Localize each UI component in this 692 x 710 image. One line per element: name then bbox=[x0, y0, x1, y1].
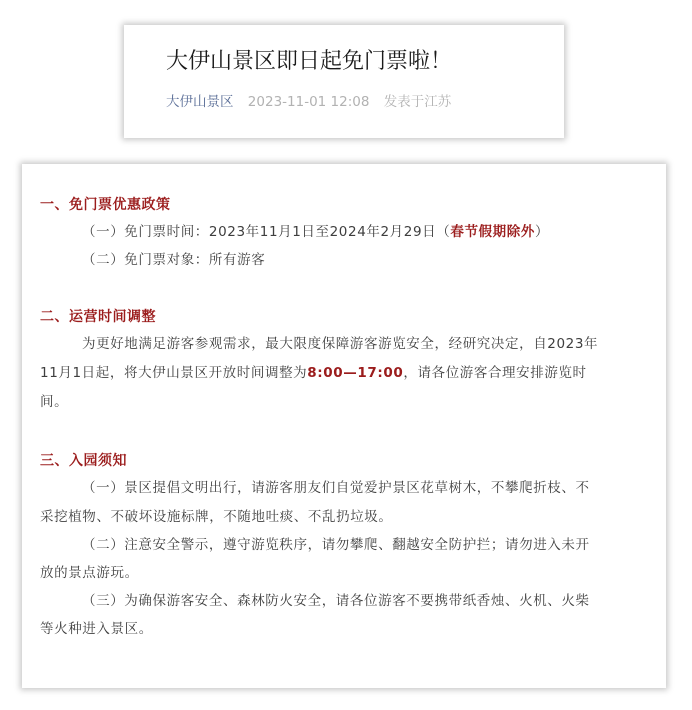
opening-hours-highlight: 8:00—17:00 bbox=[307, 365, 404, 381]
section-title-policy: 一、免门票优惠政策 bbox=[40, 197, 171, 213]
hours-line-3: 间。 bbox=[40, 394, 69, 410]
policy-time-close: ） bbox=[534, 224, 550, 240]
policy-time-text: （一）免门票时间：2023年11月1日至2024年2月29日（ bbox=[82, 224, 451, 240]
rules-item-2-line-1: （二）注意安全警示，遵守游览秩序，请勿攀爬、翻越安全防护拦；请勿进入未开 bbox=[82, 537, 590, 553]
account-name-link[interactable]: 大伊山景区 bbox=[166, 94, 234, 110]
publish-location: 发表于江苏 bbox=[383, 94, 452, 110]
section-title-hours: 二、运营时间调整 bbox=[40, 309, 156, 325]
rules-item-1-line-1: （一）景区提倡文明出行，请游客朋友们自觉爱护景区花草树木，不攀爬折枝、不 bbox=[82, 480, 590, 496]
policy-item-audience: （二）免门票对象：所有游客 bbox=[82, 252, 266, 268]
article-header-card bbox=[124, 25, 564, 138]
article-meta bbox=[166, 93, 564, 111]
rules-item-1-line-2: 采挖植物、不破坏设施标牌，不随地吐痰、不乱扔垃圾。 bbox=[40, 509, 393, 525]
hours-line-2 bbox=[40, 363, 652, 383]
section-title-rules: 三、入园须知 bbox=[40, 453, 127, 469]
hours-line-1: 为更好地满足游客参观需求，最大限度保障游客游览安全，经研究决定，自2023年 bbox=[82, 336, 599, 352]
article-body-card bbox=[22, 164, 666, 688]
rules-item-2-line-2: 放的景点游玩。 bbox=[40, 565, 139, 581]
policy-item-time bbox=[82, 222, 652, 242]
rules-item-3-line-1: （三）为确保游客安全、森林防火安全，请各位游客不要携带纸香烛、火机、火柴 bbox=[82, 593, 590, 609]
publish-date: 2023-11-01 12:08 bbox=[247, 94, 370, 110]
hours-text-tail: ，请各位游客合理安排游览时 bbox=[403, 365, 587, 381]
hours-text: 11月1日起，将大伊山景区开放时间调整为 bbox=[40, 365, 308, 381]
policy-time-exception: 春节假期除外 bbox=[450, 224, 535, 240]
rules-item-3-line-2: 等火种进入景区。 bbox=[40, 621, 153, 637]
article-title: 大伊山景区即日起免门票啦！ bbox=[166, 49, 453, 74]
